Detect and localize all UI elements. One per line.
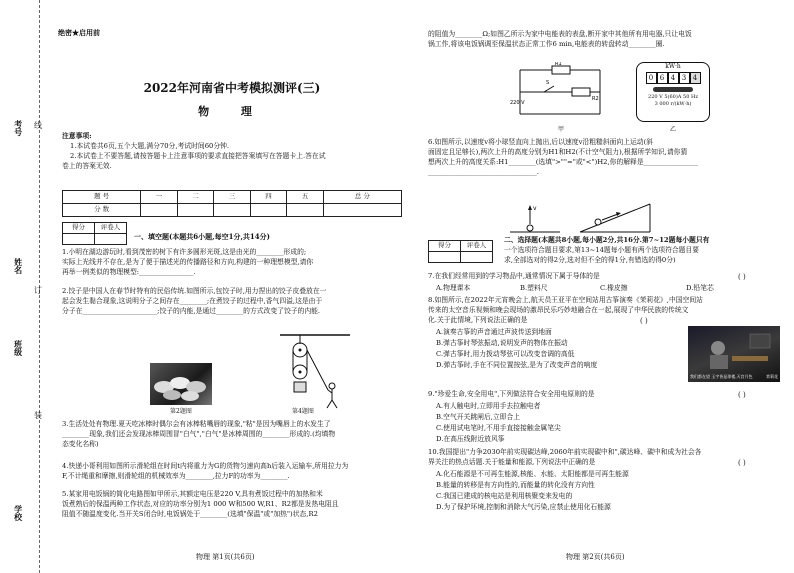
exam-no-label: 考号 [13,120,24,136]
q3-line: ________现象,我们还会发现冰棒周围冒"白气","白气"是冰棒周围的________形成的.(均填物 [62,429,336,438]
incline-diagram [500,198,660,236]
photo-subcaption: 茉莉花 [766,374,778,380]
exam-subject: 物 理 [198,105,266,118]
meter-spec-1: 220 V 5(60)A 50 Hz [648,93,698,100]
energy-meter [636,62,710,122]
pulley-diagram [280,330,350,410]
answer-paren[interactable]: ( ) [738,459,746,467]
r1-label: R1 [555,62,562,67]
q1-line: 再举一例类似的物理模型:________________. [62,267,196,276]
circuit-diagram [510,62,610,122]
score-table [62,190,402,217]
class-label: 班级 [13,340,24,356]
q8-option-d[interactable]: D.弹古筝时,手在不同位置按弦,是为了改变声音的响度 [436,361,598,369]
q6-line: 6.如图所示,以速度v将小球竖直向上抛出,后以速度v沿粗糙斜面向上运动(斜 [428,138,654,146]
q8-line: 8.如图所示,在2022年元宵晚会上,航天员王亚平在空间站用古筝演奏《茉莉花》,中国空间站 [428,296,703,304]
question-5 [62,490,402,520]
score-cell[interactable] [250,204,287,217]
q10-line: 界关注的热点话题.关于能量和能源,下列说法中正确的是 [428,457,596,466]
exam-title: 2022年河南省中考模拟测评(三) [143,81,321,95]
notice-item-2a: 2.本试卷上不要答题,请按答题卡上注意事项的要求直接把答案填写在答题卡上.答在试 [70,151,326,160]
q10-option-d[interactable]: D.为了保护环境,控制和消除大气污染,应禁止使用化石能源 [436,503,611,511]
q8-option-a[interactable]: A.演奏古筝的声音通过声波传送到地面 [436,328,552,336]
q10-option-b[interactable]: B.能量的转移是有方向性的,而能量的转化没有方向性 [436,481,595,489]
grader-reviewer-label: 评卷人 [95,223,127,234]
q5-cont-line: 的阻值为________Ω;如图乙所示为家中电能表的表盘,断开家中其他所有用电器,只让电饭 [428,30,692,38]
score-cell: 四 [250,191,287,204]
footer-left: 物理 第1页(共6页) [196,553,255,561]
score-cell: 一 [141,191,178,204]
q10-line: 10.我国提出"力争2030年前实现碳达峰,2060年前实现碳中和",碳达峰、碳中和成为社会各 [428,448,702,456]
velocity-label: v [533,205,537,212]
q3-line: 3.生活处处有物理.夏天吃冰棒时偶尔会有冰棒粘嘴唇的现象,"粘"是因为嘴唇上的水发生了 [62,420,331,428]
grader-reviewer-label: 评卷人 [461,241,493,252]
question-4 [62,462,402,482]
seal-mark: 装 [34,411,42,420]
score-cell[interactable] [214,204,251,217]
section-1-title: 一、填空题(本题共6小题,每空1分,共14分) [134,232,270,241]
score-cell: 五 [287,191,324,204]
dumplings-photo [150,363,212,405]
name-label: 姓名 [13,258,24,274]
q5-cont-line: 锅工作,将该电饭锅调至保温状态正常工作6 min,电能表的转盘转动________圈. [428,39,665,48]
meter-digit: 6 [657,72,668,84]
question-9 [428,390,780,400]
meter-digit: 4 [668,72,679,84]
grader-score-label: 得分 [429,241,461,252]
q9-option-d[interactable]: D.在高压线附近放风筝 [436,435,505,443]
q9-option-b[interactable]: B.空气开关跳闸后,立即合上 [436,413,521,421]
q9-option-c[interactable]: C.使用试电笔时,不用手直接接触金属笔尖 [436,424,561,432]
score-cell: 总 分 [323,191,401,204]
figure-2-caption: 第2题图 [170,408,192,415]
section-2-line: 二、选择题(本题共8小题,每小题2分,共16分.第7~12题每小题只有 [504,236,710,244]
section-2-title [504,236,780,266]
q6-line: 面固定且足够长),两次上升的高度分别为H1和H2(不计空气阻力),根据所学知识,请你猜 [428,147,688,156]
q9-option-a[interactable]: A.有人触电时,立即用手去拉触电者 [436,402,541,410]
meter-digit: 0 [646,72,657,84]
question-2 [62,287,402,317]
figure-4-caption: 第4题图 [292,408,314,415]
score-cell[interactable] [141,204,178,217]
q7-stem: 7.在我们经常用到的学习物品中,通常情况下属于导体的是 [428,272,600,280]
q8-line: 化.关于此情境,下列说法正确的是 [428,315,528,324]
meter-disc-icon [653,87,693,92]
q2-line: 分子在______________________;饺子的内能,是通过________的方式改变了饺子的内能. [62,306,321,315]
notice-item-2b: 卷上的答案无效. [62,161,112,170]
question-3 [62,420,402,450]
meter-spec-2: 3 000 r/(kW·h) [654,101,692,108]
voltage-label: 220 V [510,100,525,106]
space-station-photo [688,326,780,382]
footer-right: 物理 第2页(共6页) [566,553,625,561]
q7-option-b[interactable]: B.塑料尺 [520,284,548,292]
q7-option-d[interactable]: D.铅笔芯 [686,284,714,292]
circuit-caption: 甲 [558,126,565,133]
meter-caption: 乙 [670,126,677,133]
answer-paren[interactable]: ( ) [738,273,746,281]
notice-item-1: 1.本试卷共6页,五个大题,满分70分,考试时间60分钟. [70,141,230,150]
q10-option-c[interactable]: C.我国已建成的核电站是利用核聚变来发电的 [436,492,573,500]
question-1 [62,248,402,278]
question-8 [428,296,780,326]
section-2-line: 一个选项符合题目要求,第13~14题每小题有两个选项符合题目要 [504,245,700,254]
score-cell: 分 数 [63,204,141,217]
answer-paren[interactable]: ( ) [640,317,648,325]
q5-line: 阻值不随温度变化.当开关S闭合时,电饭锅处于________(选填"保温"或"加热")状态,R2 [62,509,318,518]
q2-line: 2.饺子是中国人在春节时特有的民俗传统.如图所示,包饺子时,用力捏出的饺子皮叠放在一 [62,287,327,295]
q8-option-c[interactable]: C.弹古筝时,用力拨动琴弦可以改变音调的高低 [436,350,575,358]
grader-score-cell[interactable] [63,234,95,245]
q6-line: ________________________________. [428,167,539,176]
question-10 [428,448,780,468]
grader-reviewer-cell[interactable] [461,252,493,263]
grader-score-label: 得分 [63,223,95,234]
secret-label: 绝密★启用前 [58,28,100,37]
q3-line: 态变化名称) [62,439,99,448]
meter-digit: 3 [679,72,690,84]
score-cell: 题 号 [63,191,141,204]
q1-line: 实际上光线并不存在,是为了便于描述光的传播路径和方向,构建的一种理想模型,请你 [62,257,314,266]
question-6 [428,138,780,177]
notice-heading: 注意事项: [62,132,92,140]
meter-digit: 4 [690,72,701,84]
score-cell[interactable] [287,204,324,217]
q10-option-a[interactable]: A.化石能源是不可再生能源,核能、水能、太阳能都是可再生能源 [436,470,629,478]
q4-line: F,不计绳重和摩擦,则滑轮组的机械效率为________,拉力F的功率为________. [62,471,290,480]
school-label: 学校 [13,505,24,521]
answer-paren[interactable]: ( ) [738,391,746,399]
q6-line: 想两次上升的高度关系:H1________(选填">""="或"<")H2,你的解释是________________ [428,157,699,166]
q9-stem: 9."珍爱生命,安全用电",下列做法符合安全用电原则的是 [428,390,595,398]
q5-line: 饭煮熟后的保温两种工作状态,对应的功率分别为1 000 W和500 W,R1、R2都是发热电阻且 [62,499,339,508]
r2-label: R2 [592,96,599,102]
q1-line: 1.小明在湖边游玩时,看到茂密的树下有许多圆形光斑,这是由光的________形成的; [62,248,307,256]
score-cell[interactable] [177,204,214,217]
grader-box-1 [62,222,127,245]
bind-mark: 订 [34,286,42,295]
score-cell[interactable] [323,204,401,217]
q8-option-b[interactable]: B.弹古筝时琴弦振动,说明发声的物体在振动 [436,339,568,347]
section-2-line: 求,全部选对的得2分,选对但不全的得1分,有错选的得0分) [504,255,676,264]
q7-option-a[interactable]: A.物理课本 [436,284,471,292]
grader-score-cell[interactable] [429,252,461,263]
q5-line: 5.某家用电饭锅的简化电路图如甲所示,其额定电压是220 V,具有煮饭过程中的加热和米 [62,490,323,498]
meter-title: kW·h [665,63,681,70]
question-7 [428,272,780,282]
q8-line: 传来的太空音乐视频和晚会现场的激昂民乐巧妙地融合在一起,展现了中华民族的传统文 [428,305,689,314]
question-5-cont [428,30,780,50]
q4-line: 4.快递小哥利用如图所示滑轮组在时间t内将重力为G的货物匀速向高h后装入运输车,所用拉力为 [62,462,349,470]
score-cell: 三 [214,191,251,204]
switch-label: S [546,80,550,86]
grader-box-2 [428,240,493,263]
meter-digits [637,72,709,84]
binding-margin [0,0,40,573]
q2-line: 起会发生黏合现象,这说明分子之间存在________;在煮饺子的过程中,香气四溢,这是由于 [62,296,323,305]
q7-option-c[interactable]: C.橡皮擦 [600,284,628,292]
line-mark: 线 [34,121,42,130]
notice-block [62,132,402,171]
score-cell: 二 [177,191,214,204]
photo-caption: 我们都在望 玉宇皆是琼楼,天宫月色 [690,374,753,380]
grader-reviewer-cell[interactable] [95,234,127,245]
